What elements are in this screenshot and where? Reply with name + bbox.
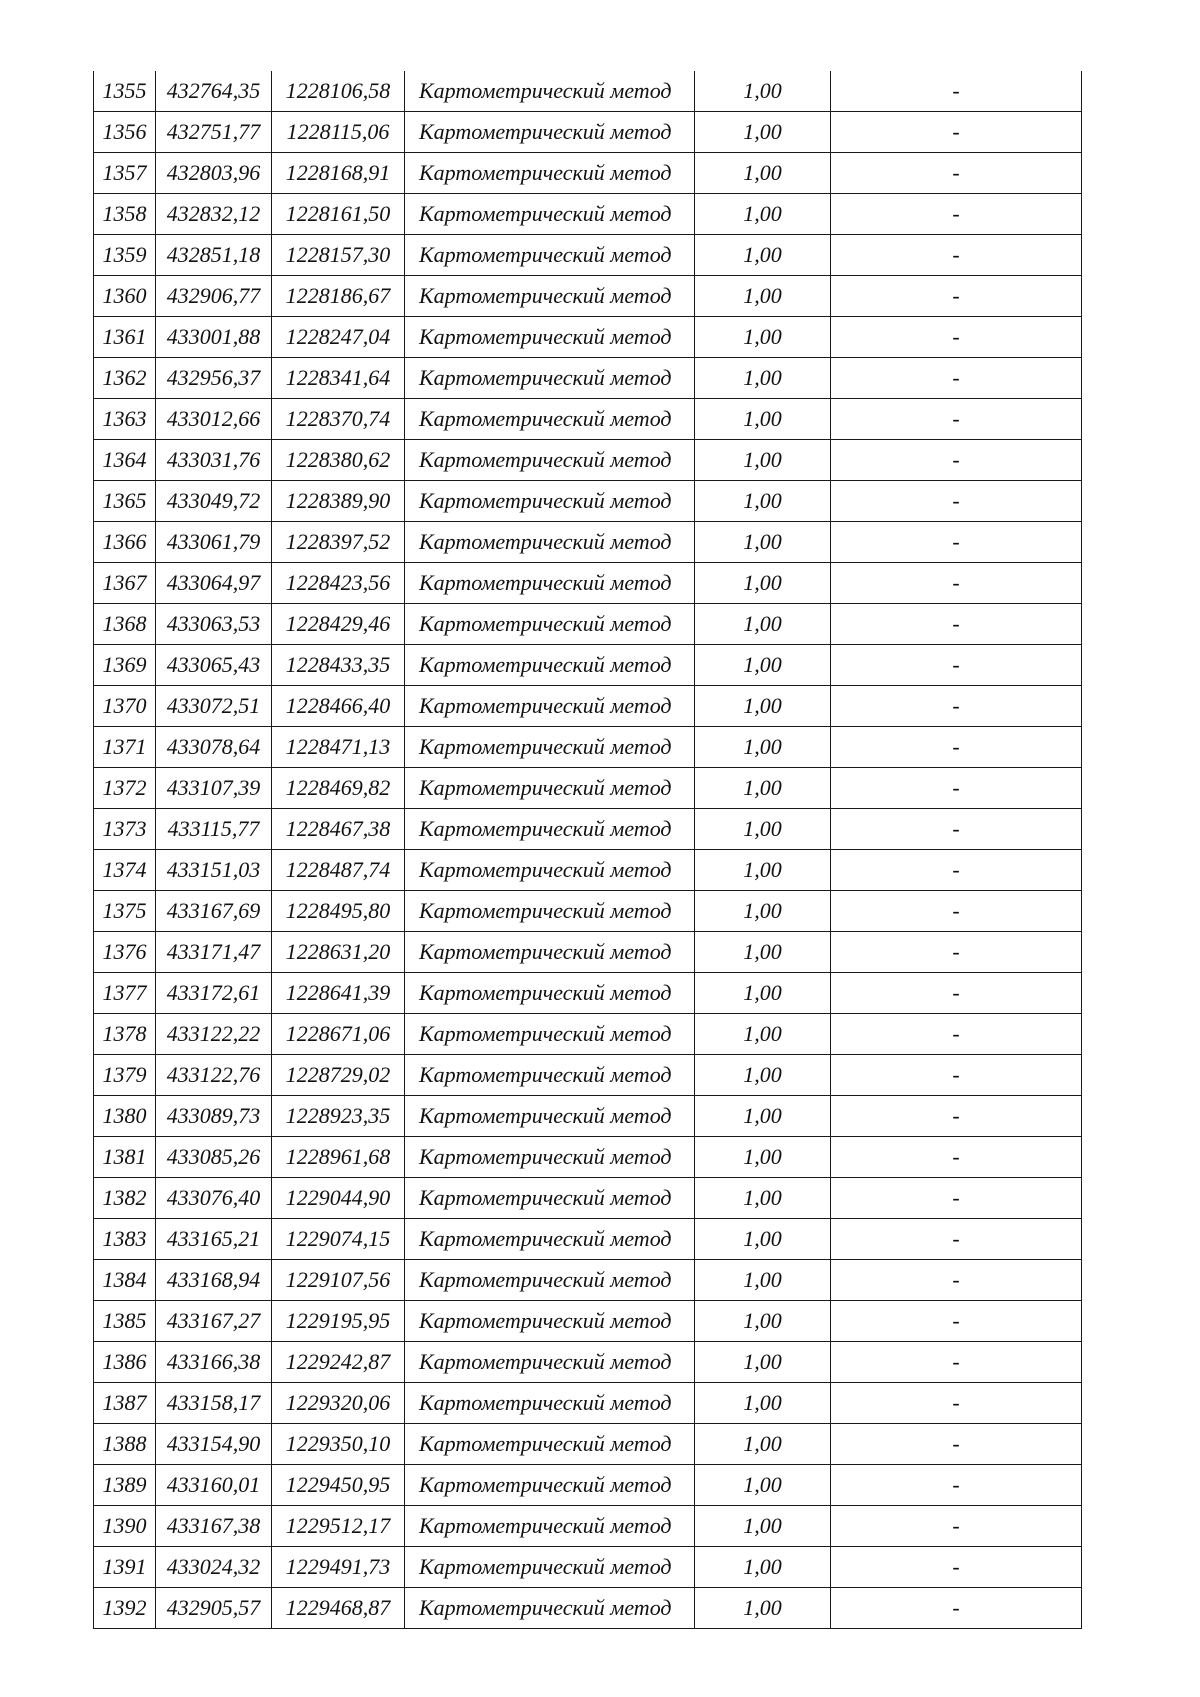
- method-cell: Картометрический метод: [405, 973, 695, 1014]
- note-cell: -: [831, 358, 1082, 399]
- y-coordinate-cell: 1228389,90: [272, 481, 405, 522]
- point-number-cell: 1361: [94, 317, 156, 358]
- y-coordinate-cell: 1229242,87: [272, 1342, 405, 1383]
- accuracy-cell: 1,00: [695, 112, 831, 153]
- note-cell: -: [831, 973, 1082, 1014]
- accuracy-cell: 1,00: [695, 1014, 831, 1055]
- x-coordinate-cell: 433115,77: [156, 809, 272, 850]
- point-number-cell: 1383: [94, 1219, 156, 1260]
- note-cell: -: [831, 1260, 1082, 1301]
- point-number-cell: 1387: [94, 1383, 156, 1424]
- method-cell: Картометрический метод: [405, 1014, 695, 1055]
- x-coordinate-cell: 433158,17: [156, 1383, 272, 1424]
- accuracy-cell: 1,00: [695, 399, 831, 440]
- accuracy-cell: 1,00: [695, 317, 831, 358]
- y-coordinate-cell: 1228186,67: [272, 276, 405, 317]
- method-cell: Картометрический метод: [405, 1547, 695, 1588]
- x-coordinate-cell: 433064,97: [156, 563, 272, 604]
- x-coordinate-cell: 433065,43: [156, 645, 272, 686]
- note-cell: -: [831, 604, 1082, 645]
- point-number-cell: 1356: [94, 112, 156, 153]
- method-cell: Картометрический метод: [405, 604, 695, 645]
- method-cell: Картометрический метод: [405, 1178, 695, 1219]
- point-number-cell: 1388: [94, 1424, 156, 1465]
- table-row: [94, 1342, 1082, 1383]
- y-coordinate-cell: 1228370,74: [272, 399, 405, 440]
- method-cell: Картометрический метод: [405, 440, 695, 481]
- x-coordinate-cell: 432832,12: [156, 194, 272, 235]
- method-cell: Картометрический метод: [405, 1301, 695, 1342]
- note-cell: -: [831, 1014, 1082, 1055]
- point-number-cell: 1370: [94, 686, 156, 727]
- method-cell: Картометрический метод: [405, 850, 695, 891]
- y-coordinate-cell: 1228168,91: [272, 153, 405, 194]
- x-coordinate-cell: 433072,51: [156, 686, 272, 727]
- table-row: [94, 399, 1082, 440]
- point-number-cell: 1357: [94, 153, 156, 194]
- point-number-cell: 1355: [94, 71, 156, 112]
- x-coordinate-cell: 433166,38: [156, 1342, 272, 1383]
- note-cell: -: [831, 1424, 1082, 1465]
- table-row: [94, 1219, 1082, 1260]
- note-cell: -: [831, 1342, 1082, 1383]
- method-cell: Картометрический метод: [405, 1424, 695, 1465]
- accuracy-cell: 1,00: [695, 932, 831, 973]
- accuracy-cell: 1,00: [695, 973, 831, 1014]
- method-cell: Картометрический метод: [405, 686, 695, 727]
- method-cell: Картометрический метод: [405, 112, 695, 153]
- point-number-cell: 1375: [94, 891, 156, 932]
- y-coordinate-cell: 1229195,95: [272, 1301, 405, 1342]
- point-number-cell: 1391: [94, 1547, 156, 1588]
- y-coordinate-cell: 1228671,06: [272, 1014, 405, 1055]
- y-coordinate-cell: 1229350,10: [272, 1424, 405, 1465]
- x-coordinate-cell: 433061,79: [156, 522, 272, 563]
- note-cell: -: [831, 932, 1082, 973]
- note-cell: -: [831, 112, 1082, 153]
- y-coordinate-cell: 1229074,15: [272, 1219, 405, 1260]
- note-cell: -: [831, 1137, 1082, 1178]
- point-number-cell: 1367: [94, 563, 156, 604]
- y-coordinate-cell: 1228495,80: [272, 891, 405, 932]
- accuracy-cell: 1,00: [695, 1506, 831, 1547]
- method-cell: Картометрический метод: [405, 194, 695, 235]
- point-number-cell: 1385: [94, 1301, 156, 1342]
- method-cell: Картометрический метод: [405, 727, 695, 768]
- y-coordinate-cell: 1228729,02: [272, 1055, 405, 1096]
- method-cell: Картометрический метод: [405, 563, 695, 604]
- x-coordinate-cell: 433168,94: [156, 1260, 272, 1301]
- x-coordinate-cell: 433063,53: [156, 604, 272, 645]
- note-cell: -: [831, 850, 1082, 891]
- accuracy-cell: 1,00: [695, 604, 831, 645]
- y-coordinate-cell: 1228423,56: [272, 563, 405, 604]
- note-cell: -: [831, 809, 1082, 850]
- method-cell: Картометрический метод: [405, 1260, 695, 1301]
- method-cell: Картометрический метод: [405, 317, 695, 358]
- table-row: [94, 440, 1082, 481]
- table-row: [94, 1547, 1082, 1588]
- method-cell: Картометрический метод: [405, 645, 695, 686]
- y-coordinate-cell: 1228961,68: [272, 1137, 405, 1178]
- method-cell: Картометрический метод: [405, 1506, 695, 1547]
- point-number-cell: 1363: [94, 399, 156, 440]
- point-number-cell: 1384: [94, 1260, 156, 1301]
- point-number-cell: 1365: [94, 481, 156, 522]
- table-row: [94, 1588, 1082, 1629]
- note-cell: -: [831, 276, 1082, 317]
- point-number-cell: 1366: [94, 522, 156, 563]
- note-cell: -: [831, 235, 1082, 276]
- y-coordinate-cell: 1229512,17: [272, 1506, 405, 1547]
- table-row: [94, 727, 1082, 768]
- note-cell: -: [831, 1219, 1082, 1260]
- accuracy-cell: 1,00: [695, 563, 831, 604]
- y-coordinate-cell: 1228247,04: [272, 317, 405, 358]
- x-coordinate-cell: 433165,21: [156, 1219, 272, 1260]
- point-number-cell: 1369: [94, 645, 156, 686]
- note-cell: -: [831, 440, 1082, 481]
- note-cell: -: [831, 1588, 1082, 1629]
- y-coordinate-cell: 1228923,35: [272, 1096, 405, 1137]
- accuracy-cell: 1,00: [695, 1055, 831, 1096]
- point-number-cell: 1378: [94, 1014, 156, 1055]
- point-number-cell: 1377: [94, 973, 156, 1014]
- table-row: [94, 1506, 1082, 1547]
- x-coordinate-cell: 433167,27: [156, 1301, 272, 1342]
- x-coordinate-cell: 433085,26: [156, 1137, 272, 1178]
- method-cell: Картометрический метод: [405, 932, 695, 973]
- point-number-cell: 1373: [94, 809, 156, 850]
- table-row: [94, 563, 1082, 604]
- accuracy-cell: 1,00: [695, 1178, 831, 1219]
- y-coordinate-cell: 1228397,52: [272, 522, 405, 563]
- accuracy-cell: 1,00: [695, 71, 831, 112]
- table-row: [94, 317, 1082, 358]
- method-cell: Картометрический метод: [405, 1137, 695, 1178]
- method-cell: Картометрический метод: [405, 1383, 695, 1424]
- method-cell: Картометрический метод: [405, 71, 695, 112]
- x-coordinate-cell: 432906,77: [156, 276, 272, 317]
- point-number-cell: 1364: [94, 440, 156, 481]
- table-row: [94, 1383, 1082, 1424]
- x-coordinate-cell: 433001,88: [156, 317, 272, 358]
- x-coordinate-cell: 433122,76: [156, 1055, 272, 1096]
- point-number-cell: 1381: [94, 1137, 156, 1178]
- method-cell: Картометрический метод: [405, 809, 695, 850]
- x-coordinate-cell: 432764,35: [156, 71, 272, 112]
- x-coordinate-cell: 433107,39: [156, 768, 272, 809]
- point-number-cell: 1372: [94, 768, 156, 809]
- y-coordinate-cell: 1229107,56: [272, 1260, 405, 1301]
- accuracy-cell: 1,00: [695, 1260, 831, 1301]
- table-row: [94, 235, 1082, 276]
- accuracy-cell: 1,00: [695, 809, 831, 850]
- y-coordinate-cell: 1228471,13: [272, 727, 405, 768]
- table-row: [94, 153, 1082, 194]
- accuracy-cell: 1,00: [695, 522, 831, 563]
- accuracy-cell: 1,00: [695, 358, 831, 399]
- point-number-cell: 1374: [94, 850, 156, 891]
- method-cell: Картометрический метод: [405, 1465, 695, 1506]
- accuracy-cell: 1,00: [695, 1547, 831, 1588]
- table-row: [94, 1055, 1082, 1096]
- note-cell: -: [831, 1465, 1082, 1506]
- table-row: [94, 809, 1082, 850]
- y-coordinate-cell: 1229320,06: [272, 1383, 405, 1424]
- x-coordinate-cell: 433151,03: [156, 850, 272, 891]
- x-coordinate-cell: 432851,18: [156, 235, 272, 276]
- point-number-cell: 1389: [94, 1465, 156, 1506]
- accuracy-cell: 1,00: [695, 1137, 831, 1178]
- accuracy-cell: 1,00: [695, 194, 831, 235]
- note-cell: -: [831, 727, 1082, 768]
- accuracy-cell: 1,00: [695, 153, 831, 194]
- accuracy-cell: 1,00: [695, 1219, 831, 1260]
- accuracy-cell: 1,00: [695, 1424, 831, 1465]
- note-cell: -: [831, 768, 1082, 809]
- method-cell: Картометрический метод: [405, 1055, 695, 1096]
- y-coordinate-cell: 1229450,95: [272, 1465, 405, 1506]
- table-row: [94, 1424, 1082, 1465]
- y-coordinate-cell: 1228341,64: [272, 358, 405, 399]
- y-coordinate-cell: 1228631,20: [272, 932, 405, 973]
- coordinates-table: [93, 71, 1082, 1629]
- method-cell: Картометрический метод: [405, 153, 695, 194]
- point-number-cell: 1359: [94, 235, 156, 276]
- point-number-cell: 1392: [94, 1588, 156, 1629]
- method-cell: Картометрический метод: [405, 481, 695, 522]
- point-number-cell: 1380: [94, 1096, 156, 1137]
- table-row: [94, 1137, 1082, 1178]
- accuracy-cell: 1,00: [695, 481, 831, 522]
- x-coordinate-cell: 432803,96: [156, 153, 272, 194]
- point-number-cell: 1371: [94, 727, 156, 768]
- point-number-cell: 1358: [94, 194, 156, 235]
- y-coordinate-cell: 1228469,82: [272, 768, 405, 809]
- x-coordinate-cell: 433122,22: [156, 1014, 272, 1055]
- x-coordinate-cell: 433160,01: [156, 1465, 272, 1506]
- note-cell: -: [831, 645, 1082, 686]
- note-cell: -: [831, 194, 1082, 235]
- y-coordinate-cell: 1228106,58: [272, 71, 405, 112]
- x-coordinate-cell: 432751,77: [156, 112, 272, 153]
- table-row: [94, 194, 1082, 235]
- point-number-cell: 1360: [94, 276, 156, 317]
- table-row: [94, 1465, 1082, 1506]
- method-cell: Картометрический метод: [405, 522, 695, 563]
- note-cell: -: [831, 399, 1082, 440]
- x-coordinate-cell: 432956,37: [156, 358, 272, 399]
- x-coordinate-cell: 433024,32: [156, 1547, 272, 1588]
- method-cell: Картометрический метод: [405, 1588, 695, 1629]
- method-cell: Картометрический метод: [405, 276, 695, 317]
- method-cell: Картометрический метод: [405, 399, 695, 440]
- table-row: [94, 932, 1082, 973]
- method-cell: Картометрический метод: [405, 235, 695, 276]
- table-row: [94, 522, 1082, 563]
- y-coordinate-cell: 1228641,39: [272, 973, 405, 1014]
- note-cell: -: [831, 1301, 1082, 1342]
- note-cell: -: [831, 1506, 1082, 1547]
- accuracy-cell: 1,00: [695, 276, 831, 317]
- table-row: [94, 71, 1082, 112]
- point-number-cell: 1382: [94, 1178, 156, 1219]
- y-coordinate-cell: 1228466,40: [272, 686, 405, 727]
- note-cell: -: [831, 71, 1082, 112]
- y-coordinate-cell: 1229044,90: [272, 1178, 405, 1219]
- accuracy-cell: 1,00: [695, 686, 831, 727]
- note-cell: -: [831, 686, 1082, 727]
- table-row: [94, 850, 1082, 891]
- table-row: [94, 1014, 1082, 1055]
- note-cell: -: [831, 153, 1082, 194]
- y-coordinate-cell: 1228161,50: [272, 194, 405, 235]
- x-coordinate-cell: 433167,69: [156, 891, 272, 932]
- table-row: [94, 768, 1082, 809]
- note-cell: -: [831, 1178, 1082, 1219]
- point-number-cell: 1376: [94, 932, 156, 973]
- x-coordinate-cell: 432905,57: [156, 1588, 272, 1629]
- x-coordinate-cell: 433171,47: [156, 932, 272, 973]
- x-coordinate-cell: 433012,66: [156, 399, 272, 440]
- accuracy-cell: 1,00: [695, 1096, 831, 1137]
- y-coordinate-cell: 1229468,87: [272, 1588, 405, 1629]
- accuracy-cell: 1,00: [695, 645, 831, 686]
- point-number-cell: 1390: [94, 1506, 156, 1547]
- note-cell: -: [831, 1096, 1082, 1137]
- point-number-cell: 1386: [94, 1342, 156, 1383]
- table-row: [94, 686, 1082, 727]
- y-coordinate-cell: 1228429,46: [272, 604, 405, 645]
- y-coordinate-cell: 1229491,73: [272, 1547, 405, 1588]
- y-coordinate-cell: 1228487,74: [272, 850, 405, 891]
- table-row: [94, 481, 1082, 522]
- accuracy-cell: 1,00: [695, 1588, 831, 1629]
- method-cell: Картометрический метод: [405, 1096, 695, 1137]
- note-cell: -: [831, 1055, 1082, 1096]
- table-row: [94, 1301, 1082, 1342]
- table-row: [94, 112, 1082, 153]
- x-coordinate-cell: 433154,90: [156, 1424, 272, 1465]
- table-row: [94, 604, 1082, 645]
- accuracy-cell: 1,00: [695, 1342, 831, 1383]
- x-coordinate-cell: 433172,61: [156, 973, 272, 1014]
- accuracy-cell: 1,00: [695, 850, 831, 891]
- note-cell: -: [831, 1383, 1082, 1424]
- accuracy-cell: 1,00: [695, 235, 831, 276]
- table-row: [94, 645, 1082, 686]
- note-cell: -: [831, 1547, 1082, 1588]
- y-coordinate-cell: 1228157,30: [272, 235, 405, 276]
- method-cell: Картометрический метод: [405, 1219, 695, 1260]
- note-cell: -: [831, 563, 1082, 604]
- y-coordinate-cell: 1228467,38: [272, 809, 405, 850]
- note-cell: -: [831, 481, 1082, 522]
- y-coordinate-cell: 1228433,35: [272, 645, 405, 686]
- point-number-cell: 1368: [94, 604, 156, 645]
- table-row: [94, 891, 1082, 932]
- note-cell: -: [831, 317, 1082, 358]
- x-coordinate-cell: 433049,72: [156, 481, 272, 522]
- accuracy-cell: 1,00: [695, 768, 831, 809]
- note-cell: -: [831, 522, 1082, 563]
- point-number-cell: 1379: [94, 1055, 156, 1096]
- accuracy-cell: 1,00: [695, 440, 831, 481]
- coordinates-table-body: [94, 71, 1082, 1629]
- x-coordinate-cell: 433076,40: [156, 1178, 272, 1219]
- accuracy-cell: 1,00: [695, 891, 831, 932]
- method-cell: Картометрический метод: [405, 358, 695, 399]
- point-number-cell: 1362: [94, 358, 156, 399]
- method-cell: Картометрический метод: [405, 768, 695, 809]
- table-row: [94, 358, 1082, 399]
- table-row: [94, 973, 1082, 1014]
- table-row: [94, 276, 1082, 317]
- x-coordinate-cell: 433089,73: [156, 1096, 272, 1137]
- y-coordinate-cell: 1228115,06: [272, 112, 405, 153]
- table-row: [94, 1096, 1082, 1137]
- y-coordinate-cell: 1228380,62: [272, 440, 405, 481]
- accuracy-cell: 1,00: [695, 1301, 831, 1342]
- method-cell: Картометрический метод: [405, 1342, 695, 1383]
- method-cell: Картометрический метод: [405, 891, 695, 932]
- x-coordinate-cell: 433031,76: [156, 440, 272, 481]
- accuracy-cell: 1,00: [695, 1383, 831, 1424]
- note-cell: -: [831, 891, 1082, 932]
- x-coordinate-cell: 433078,64: [156, 727, 272, 768]
- x-coordinate-cell: 433167,38: [156, 1506, 272, 1547]
- table-row: [94, 1260, 1082, 1301]
- accuracy-cell: 1,00: [695, 1465, 831, 1506]
- accuracy-cell: 1,00: [695, 727, 831, 768]
- table-row: [94, 1178, 1082, 1219]
